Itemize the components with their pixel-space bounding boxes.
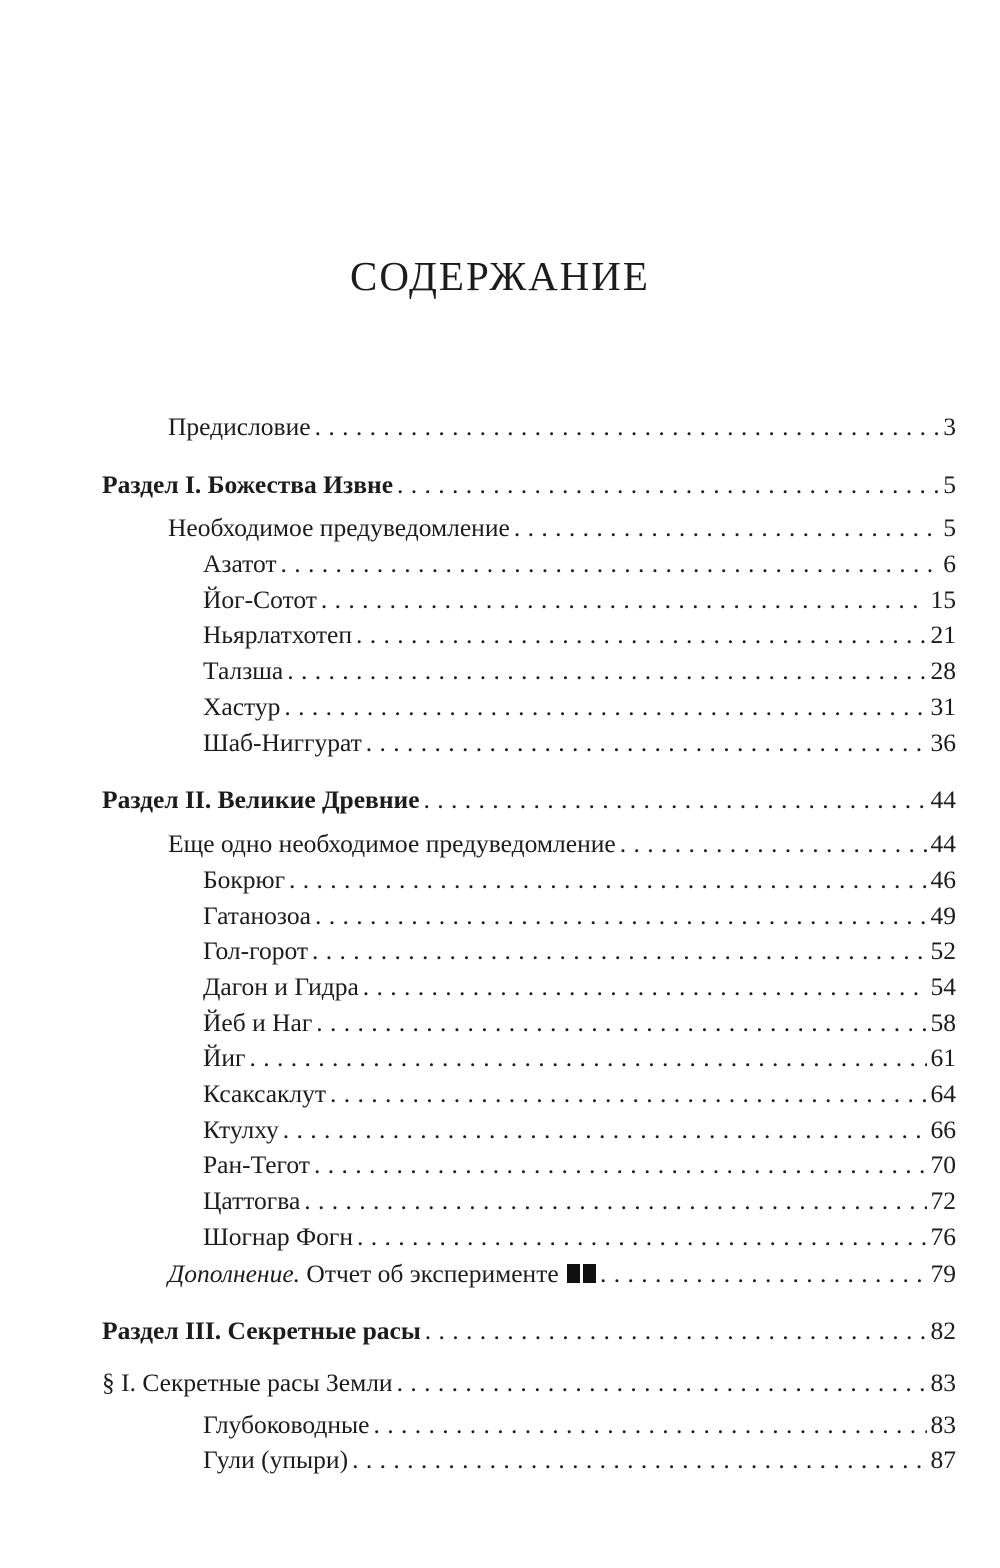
- toc-entry[interactable]: [0, 1113, 956, 1147]
- toc-page-number: 61: [930, 1043, 956, 1072]
- toc-entry-title: Гули (упыри): [203, 1445, 349, 1474]
- toc-section-1[interactable]: [0, 468, 956, 502]
- toc-page-number: 44: [930, 829, 956, 858]
- dot-leader: [356, 618, 926, 652]
- toc-entry[interactable]: [0, 511, 956, 545]
- dot-leader: [316, 1006, 926, 1040]
- toc-entry-title: Раздел III. Секретные расы: [102, 1316, 421, 1345]
- toc-section-2[interactable]: [0, 783, 956, 817]
- toc-entry-title: Необходимое предуведомление: [168, 513, 510, 542]
- dot-leader: [321, 583, 927, 617]
- dot-leader: [312, 934, 926, 968]
- dot-leader: [284, 690, 926, 724]
- toc-page-number: 46: [930, 865, 956, 894]
- dot-leader: [352, 1443, 926, 1477]
- dot-leader: [514, 511, 939, 545]
- toc-entry-title: Талзша: [203, 656, 284, 685]
- toc-entry-title: Цаттогва: [203, 1186, 301, 1215]
- toc-page-number: 21: [930, 620, 956, 649]
- toc-entry[interactable]: [0, 618, 956, 652]
- toc-page-number: 3: [943, 412, 956, 441]
- toc-entry[interactable]: [0, 1408, 956, 1442]
- toc-entry[interactable]: [0, 1006, 956, 1040]
- toc-entry-title: Хастур: [203, 692, 281, 721]
- toc-entry-title: Глубоководные: [203, 1410, 370, 1439]
- toc-page-number: 52: [930, 936, 956, 965]
- toc-section-3[interactable]: [0, 1314, 956, 1348]
- toc-entry-title: Шаб-Ниггурат: [203, 728, 362, 757]
- toc-entry-preface[interactable]: [0, 410, 956, 444]
- toc-entry-title: Бокрюг: [203, 865, 286, 894]
- toc-entry[interactable]: [0, 1443, 956, 1477]
- toc-page-number: 15: [930, 585, 956, 614]
- toc-entry-title: Азатот: [203, 549, 277, 578]
- toc-page-number: 82: [930, 1316, 956, 1345]
- toc-page-number: 87: [930, 1445, 956, 1474]
- toc-page-number: 49: [930, 901, 956, 930]
- appendix-title: Отчет об эксперименте: [306, 1259, 559, 1288]
- toc-page-number: 58: [930, 1008, 956, 1037]
- toc-entry[interactable]: [0, 654, 956, 688]
- toc-page-number: 6: [943, 549, 956, 578]
- redaction-mark: [565, 1259, 596, 1288]
- toc-entry[interactable]: [0, 726, 956, 760]
- toc-entry-title: Ран-Тегот: [203, 1150, 310, 1179]
- dot-leader: [425, 1314, 927, 1348]
- toc-page-number: 83: [930, 1368, 956, 1397]
- dot-leader: [366, 726, 927, 760]
- appendix-prefix: Дополнение.: [168, 1259, 301, 1288]
- toc-entry[interactable]: [0, 1077, 956, 1111]
- toc-entry[interactable]: [0, 934, 956, 968]
- toc-entry-title: Еще одно необходимое предуведомление: [168, 829, 616, 858]
- toc-entry-title: Раздел II. Великие Древние: [102, 785, 420, 814]
- dot-leader: [304, 1184, 926, 1218]
- dot-leader: [374, 1408, 927, 1442]
- toc-page-number: 5: [943, 470, 956, 499]
- dot-leader: [250, 1041, 927, 1075]
- toc-entry[interactable]: [0, 690, 956, 724]
- dot-leader: [287, 654, 926, 688]
- toc-entry-title: Гол-горот: [203, 936, 309, 965]
- dot-leader: [315, 410, 940, 444]
- toc-page-number: 64: [930, 1079, 956, 1108]
- toc-entry[interactable]: [0, 1220, 956, 1254]
- toc-entry-title: Гатанозоа: [203, 901, 311, 930]
- dot-leader: [281, 547, 940, 581]
- toc-page-number: 76: [930, 1222, 956, 1251]
- toc-entry-title: § I. Секретные расы Земли: [102, 1368, 393, 1397]
- toc-subsection[interactable]: [0, 1366, 956, 1400]
- dot-leader: [283, 1113, 927, 1147]
- toc-page-number: 70: [930, 1150, 956, 1179]
- dot-leader: [315, 899, 927, 933]
- toc-page-number: 36: [930, 728, 956, 757]
- toc-entry-title: Йог-Сотот: [203, 585, 317, 614]
- toc-page-number: 66: [930, 1115, 956, 1144]
- toc-entry-title: Шогнар Фогн: [203, 1222, 354, 1251]
- toc-entry[interactable]: [0, 970, 956, 1004]
- dot-leader: [363, 970, 927, 1004]
- dot-leader: [289, 863, 926, 897]
- dot-leader: [424, 783, 927, 817]
- toc-entry-title: Йиг: [203, 1043, 246, 1072]
- toc-page-number: 31: [930, 692, 956, 721]
- toc-entry-title: Йеб и Наг: [203, 1008, 313, 1037]
- toc-entry-title: [168, 1257, 596, 1291]
- toc-page-number: 5: [943, 513, 956, 542]
- toc-entry[interactable]: [0, 827, 956, 861]
- toc-entry[interactable]: [0, 899, 956, 933]
- toc-page-number: 72: [930, 1186, 956, 1215]
- dot-leader: [314, 1148, 927, 1182]
- toc-entry[interactable]: [0, 547, 956, 581]
- page-title: СОДЕРЖАНИЕ: [350, 253, 650, 299]
- toc-entry-title: Ньярлатхотеп: [203, 620, 353, 649]
- toc-entry-title: Предисловие: [168, 412, 311, 441]
- toc-page-number: 28: [930, 656, 956, 685]
- dot-leader: [330, 1077, 926, 1111]
- toc-page-number: 44: [930, 785, 956, 814]
- toc-entry-title: Ктулху: [203, 1115, 279, 1144]
- toc-entry-appendix[interactable]: [0, 1257, 956, 1291]
- toc-entry-title: Дагон и Гидра: [203, 972, 359, 1001]
- toc-entry[interactable]: [0, 1148, 956, 1182]
- dot-leader: [397, 1366, 927, 1400]
- toc-page-number: 83: [930, 1410, 956, 1439]
- toc-entry[interactable]: [0, 863, 956, 897]
- toc-page-number: 79: [930, 1259, 956, 1288]
- dot-leader: [620, 827, 927, 861]
- toc-entry[interactable]: [0, 1184, 956, 1218]
- toc-entry[interactable]: [0, 583, 956, 617]
- dot-leader: [600, 1257, 926, 1291]
- dot-leader: [357, 1220, 926, 1254]
- dot-leader: [397, 468, 939, 502]
- toc-page-number: 54: [930, 972, 956, 1001]
- toc-entry[interactable]: [0, 1041, 956, 1075]
- toc-entry-title: Раздел I. Божества Извне: [102, 470, 394, 499]
- toc-entry-title: Ксаксаклут: [203, 1079, 327, 1108]
